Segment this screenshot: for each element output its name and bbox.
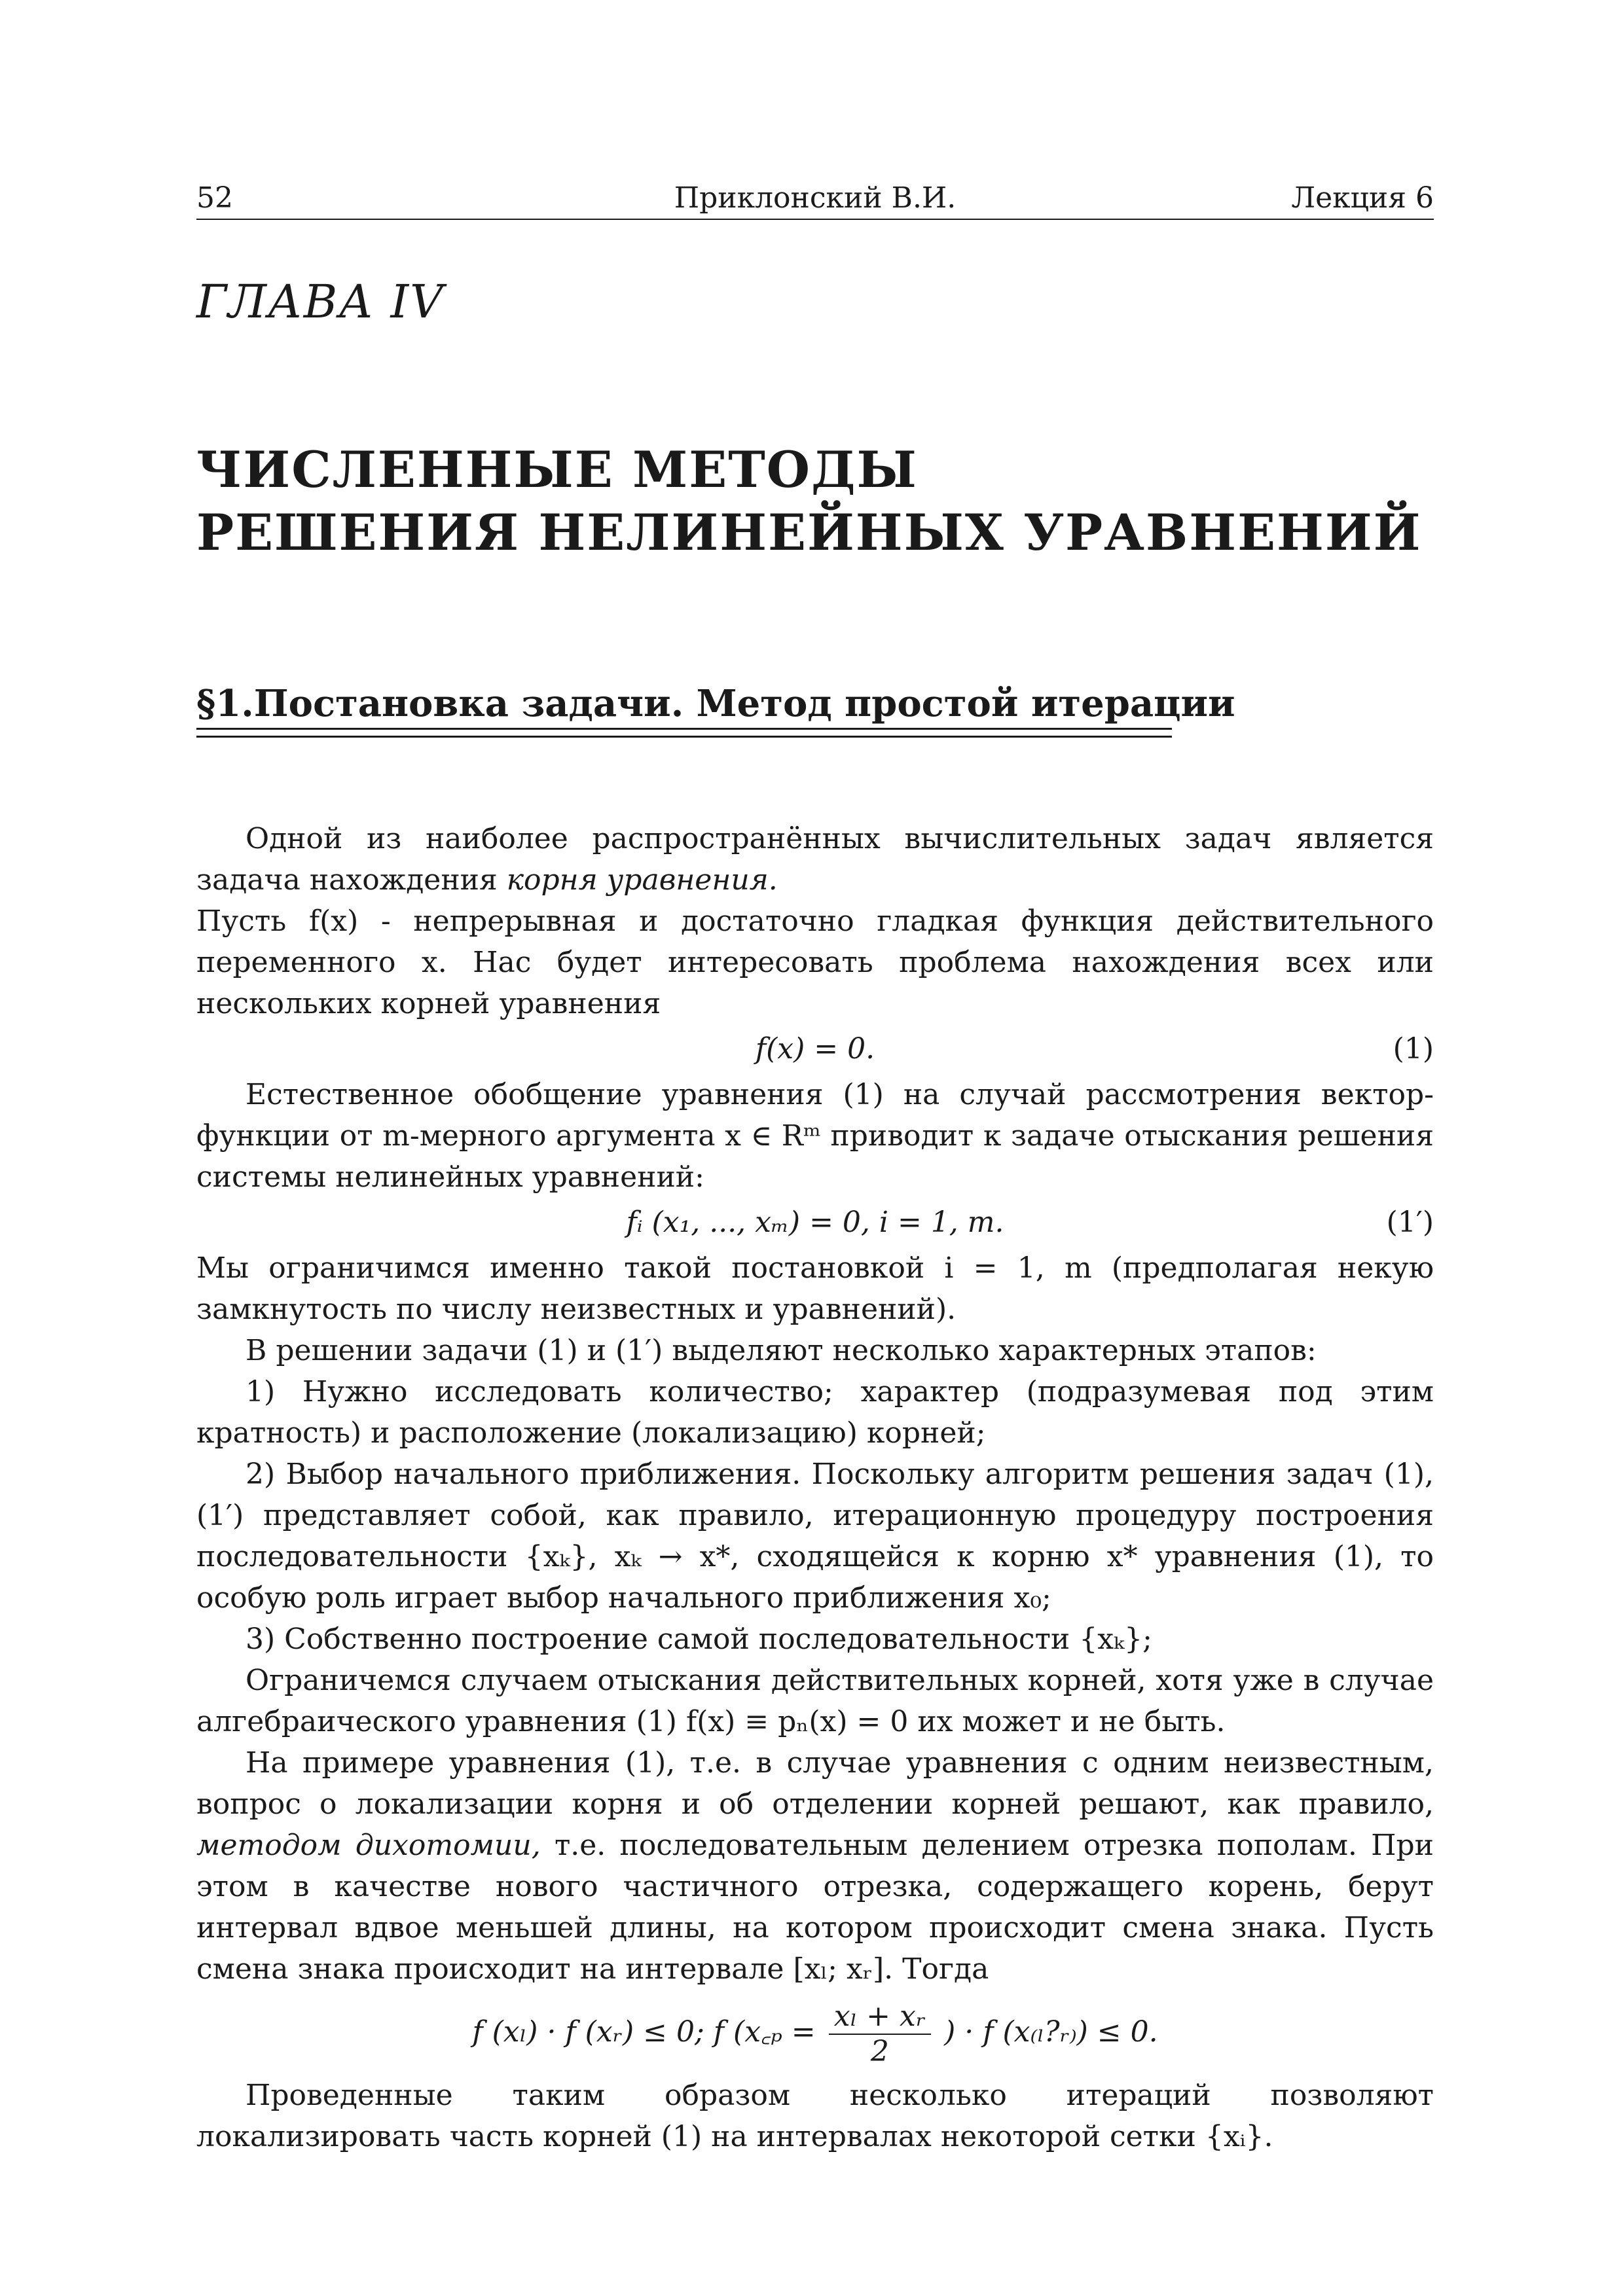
body-text (196, 818, 1434, 2157)
chapter-title (196, 439, 1421, 564)
running-header (196, 178, 1434, 220)
paragraph-7: 2) Выбор начального приближения. Поскольку алгоритм решения задач (1), (1′) представляет собой, как правило, итерационную процедуру построения последовательности {xₖ}, xₖ → x*, сходящейся к корню x* уравнения (1), то особую роль играет выбор начального приближения x₀; (196, 1458, 1434, 1615)
section-title: §1.Постановка задачи. Метод простой итерации (196, 682, 1235, 725)
page-number: 52 (196, 181, 233, 215)
fraction-numerator: xₗ + xᵣ (829, 2000, 931, 2035)
paragraph-4: Мы ограничимся именно такой постановкой i = 1, m (предполагая некую замкнутость по числу неизвестных и уравнений). (196, 1251, 1434, 1326)
chapter-title-line-1: ЧИСЛЕННЫЕ МЕТОДЫ (196, 440, 918, 499)
paragraph-9: Ограничемся случаем отыскания действительных корней, хотя уже в случае алгебраического уравнения (1) f(x) ≡ pₙ(x) = 0 их может и не быть. (196, 1664, 1434, 1738)
equation-1-prime-number: (1′) (1386, 1206, 1434, 1239)
equation-1-number: (1) (1393, 1032, 1434, 1066)
equation-1-prime: fᵢ (x₁, ..., xₘ) = 0, i = 1, m. (1′) (196, 1198, 1434, 1247)
equation-bisection: f (xₗ) · f (xᵣ) ≤ 0; f (x꜀ₚ = $\frac{\text{xₗ + xᵣ}}{2}$ ) · f (x₍ₗ?ᵣ₎) ≤ 0. (472, 1999, 1158, 2068)
fraction (829, 2000, 931, 2069)
section-underline-1 (196, 728, 1172, 730)
chapter-title-line-2: РЕШЕНИЯ НЕЛИНЕЙНЫХ УРАВНЕНИЙ (196, 503, 1422, 562)
emphasis-dichotomy-method: методом дихотомии, (196, 1829, 541, 1862)
paragraph-2: Пусть f(x) - непрерывная и достаточно гладкая функция действительного переменного x. Нас будет интересовать проблема нахождения всех или нескольких корней уравнения (196, 905, 1434, 1020)
paragraph-3: Естественное обобщение уравнения (1) на случай рассмотрения вектор-функции от m-мерного аргумента x ∈ Rᵐ приводит к задаче отыскания решения системы нелинейных уравнений: (196, 1078, 1434, 1194)
fraction-denominator: 2 (870, 2034, 889, 2068)
chapter-label: ГЛАВА IV (196, 275, 445, 329)
paragraph-10: На примере уравнения (1), т.е. в случае уравнения с одним неизвестным, вопрос о локализации корня и об отделении корней решают, как правило, методом дихотомии, т.е. последовательным делением отрезка пополам. При этом в качестве нового частичного отрезка, содержащего корень, берут интервал вдвое меньшей длины, на котором происходит смена знака. Пусть смена знака происходит на интервале [xₗ; xᵣ]. Тогда (196, 1746, 1434, 1986)
paragraph-1: Одной из наиболее распространённых вычислительных задач является задача нахождения корня уравнения. (196, 822, 1434, 897)
emphasis-root-of-equation: корня уравнения. (506, 863, 778, 897)
equation-1: f(x) = 0. (1) (196, 1024, 1434, 1074)
paragraph-6: 1) Нужно исследовать количество; характер (подразумевая под этим кратность) и расположение (локализацию) корней; (196, 1375, 1434, 1450)
paragraph-8: 3) Собственно построение самой последовательности {xₖ}; (246, 1623, 1152, 1656)
lecture-label: Лекция 6 (1291, 181, 1434, 215)
section-underline-2 (196, 736, 1172, 738)
author-name: Приклонский В.И. (674, 181, 957, 215)
paragraph-11: Проведенные таким образом несколько итераций позволяют локализировать часть корней (1) на интервалах некоторой сетки {xᵢ}. (196, 2079, 1434, 2153)
paragraph-5: В решении задачи (1) и (1′) выделяют несколько характерных этапов: (246, 1334, 1317, 1367)
